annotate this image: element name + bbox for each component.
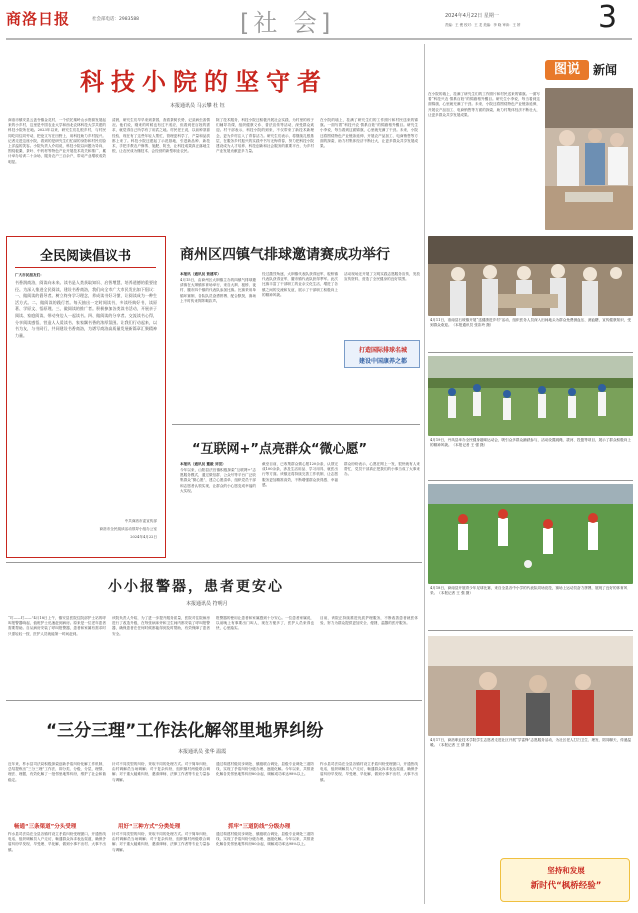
lead-col1: 商洛市镇安县云盖寺镇金花村，一个依托秦岭山水资源发展起来的小乡村，这里是中国农业大学和西北农林科技大学共建的科技小院所在地。2023年以来，研究生们扎根乡村，与村民同吃同住同劳动，把论文写在田野上，用科技助力乡村振兴。记者走进这座小院，看到的是研究生们忙碌的身影和村民们脸上洋溢的笑容。小院负责人介绍说，科技小院以问题为导向，围绕板栗、茶叶、中药材等特色产业开展技术攻关和推广，累计举办培训二十余场，服务农户三百余户，带动产业增收成效明显。 <box>8 118 106 164</box>
sanfen-col4: 通过构建村级初步调处、镇级联合调处、县级专业调处三道防线，实现了矛盾纠纷分级办理、逐级化解。今年以来，共排查化解各类邻里地界纠纷80余起，调解成功率达98%以上。 <box>216 832 314 847</box>
photo-health-service <box>545 88 633 230</box>
reading-greeting: 广大市民朋友们： <box>15 273 44 277</box>
sanfen-byline: 本报通讯员 张华 温霞 <box>178 749 227 755</box>
sanfen-col2: 柞水县司法局在全县各镇村设立矛盾纠纷受理窗口，开通热线电话，组织调解员入户走访，畅通群众诉求表达渠道，确保矛盾纠纷早发现、早受理、早化解，做到小事不出村、大事不出镇。 <box>8 832 106 852</box>
sanfen-col5: 柞水县司法局在全县各镇村设立矛盾纠纷受理窗口，开通热线电话，组织调解员入户走访，畅通群众诉求表达渠道，确保矛盾纠纷早发现、早受理、早化解，做到小事不出村、大事不出镇。 <box>320 762 418 782</box>
lead-byline: 本报通讯员 马云攀 杜 钰 <box>170 103 225 109</box>
internet-title: “互联网+”点亮群众“微心愿” <box>192 442 368 457</box>
lead-col4: 在小院的墙上，挂满了研究生们的工作照片和村民送来的锦旗。一面写着“科技兴农 情系百姓”的锦旗格外醒目。研究生小李说，每当看到这面锦旗，心里就充满了干劲。未来，小院还将围绕特色产业链条延伸，开展农产品加工、电商销售等方面的探索，助力村集体经济不断壮大，让更多群众共享发展成果。 <box>320 118 418 149</box>
volleyball-banner-line2: 建设中国康养之都 <box>358 358 407 365</box>
alarm-col3: 报警器的使用让患者和家属感到十分安心。一位患者家属说，以前晚上有事要出门叫人，现在方便多了，医护人员来得也快，心里踏实。 <box>216 616 314 631</box>
photo-volunteer-service <box>428 636 633 736</box>
sanfen-subhead-2: 用好“三种方式”分类处理 <box>118 824 181 830</box>
sanfen-col1: 近年来，柞水县司法局积极探索创新矛盾纠纷化解工作机制，总结提炼出“三分三理”工作法，即分类、分级、分层，理情、理法、理据，有效化解了一批邻里地界纠纷，维护了社会和谐稳定。 <box>8 762 106 782</box>
photo-community-event <box>428 236 633 316</box>
sanfen-story <box>0 704 424 909</box>
tuwen-header <box>545 58 635 84</box>
masthead <box>0 0 638 40</box>
volleyball-col2: 经过激烈角逐，大荆镇代表队获得冠军，板桥镇代表队获得亚军，腰市镇代表队获得季军。此次比赛丰富了干部职工的业余文化生活，增进了各镇之间的交流和友谊，展示了干部职工积极向上的精神风貌。 <box>262 272 338 297</box>
sanfen-col3b: 通过构建村级初步调处、镇级联合调处、县级专业调处三道防线，实现了矛盾纠纷分级办理、逐级化解。今年以来，共排查化解各类邻里地界纠纷80余起，调解成功率达98%以上。 <box>216 762 314 777</box>
right-divider-3 <box>428 630 633 631</box>
volleyball-col1: 4月15日，由商州区大荆镇主办的四镇气排球邀请赛在大荆镇体育场举行，来自大荆、板桥、夜村、腰市四个镇的代表队参加比赛。比赛采用单循环赛制，各队队员奋勇拼搏、配合默契，赛场上不时传来阵阵喝彩声。 <box>180 278 256 303</box>
paper-subline: 社会部电话：2983588 <box>92 17 140 22</box>
reading-signature-date: 2024年4月22日 <box>130 535 157 539</box>
sanfen-subhead-1: 畅通“三条渠道”分头受理 <box>14 824 77 830</box>
right-divider-1 <box>428 352 633 353</box>
reading-initiative-box <box>6 236 166 558</box>
lead-col3: 除了技术服务，科技小院还积极开展社会实践，为村里的孩子们辅导功课，组织健康义诊、普法宣传等活动，深受群众欢迎。村干部表示，科技小院的到来，不仅带来了新技术新理念，更为乡村注入了青春活力。研究生们表示，将继续扎根基层，在服务乡村振兴的实践中书写无悔青春，努力把科技小院建设成为人才培养、科技创新和社会服务的重要平台，为乡村产业发展贡献更多力量。 <box>216 118 314 154</box>
sanfen-title: “三分三理”工作法化解邻里地界纠纷 <box>46 721 324 741</box>
right-column-divider <box>424 44 425 904</box>
right-divider-2 <box>428 480 633 481</box>
mid-divider-2 <box>6 562 422 563</box>
tuwen-label: 图说 <box>545 60 589 80</box>
sanfen-col3: 针对不同类型的纠纷，采取不同的处理方式。对于简单纠纷，由村调解员当场调解；对于复杂纠纷，组织镇村两级联合调解；对于重大疑难纠纷，邀请律师、法律工作者等专业力量参与调解。 <box>112 832 210 852</box>
editors-line: 责编：王 俊 校对：王 龙 美编：李 晓 审读：王 婷 <box>445 23 521 27</box>
photo-sports-games <box>428 356 633 436</box>
reading-signature-1: 中共商洛市委宣传部 <box>124 519 157 523</box>
page-number: 3 <box>598 0 618 35</box>
photo-caption-2: 4月19日，丹凤县举办全民健身趣味运动会，吸引众多群众踊跃参与，活动设置跳绳、拔河、投篮等项目，展示了群众积极向上的精神风貌。（本报记者 王 强 摄） <box>430 438 631 447</box>
photo-caption-3: 4月18日，商南县开展青少年足球比赛，来自全县各中小学的代表队同场竞技，赛场上运动员奋力拼搏，展现了良好的体育风采。（本报记者 王 强 摄） <box>430 586 628 595</box>
lead-continuation: 在小院的墙上，挂满了研究生们的工作照片和村民送来的锦旗。一面写着“科技兴农 情系百姓”的锦旗格外醒目。研究生小李说，每当看到这面锦旗，心里就充满了干劲。未来，小院还将围绕特色产业链条延伸，开展农产品加工、电商销售等方面的探索，助力村集体经济不断壮大，让更多群众共享发展成果。 <box>428 92 540 117</box>
alarm-col4: 目前，该院正持续推进优质护理服务，不断改善患者就医体验，努力为群众提供更加安全、便捷、温馨的医疗服务。 <box>320 616 418 626</box>
paper-name: 商洛日报 <box>6 10 71 28</box>
alarm-col1: “叮——叮——”4月18日上午，镇安县医院住院部护士站的呼叫报警器响起，值班护士迅速赶到病房。原来是一位老年患者需要帮助。自从病房安装了呼叫报警器，患者和家属有需求时只需轻轻一按，医护人员就能第一时间赶到。 <box>8 616 106 636</box>
internet-story <box>170 428 422 556</box>
section-title: [社 会] <box>240 9 335 37</box>
photo-caption-1: 4月11日，洛南县石坡镇开展“送健康进乡村”活动，组织医务人员深入田间地头为群众免费测血压、测血糖，宣传健康知识，受到群众欢迎。（本报通讯员 张彩玲 摄） <box>430 318 631 327</box>
mid-divider-1 <box>172 424 420 425</box>
photo-football-match <box>428 484 633 584</box>
alarm-title: 小小报警器，患者更安心 <box>108 579 284 595</box>
sanfen-subhead-3: 抓牢“三道防线”分级办理 <box>228 824 291 830</box>
internet-col1: 今年以来，山阳县法官镇积极探索“互联网+”志愿服务模式，通过微信群、公众号等平台广泛收集群众“微心愿”，建立心愿清单，组织党员干部和志愿者认领实现，让群众的小心愿变成幸福的大实现。 <box>180 468 256 493</box>
lead-title: 科技小院的坚守者 <box>80 67 328 96</box>
alarm-byline: 本报通讯员 符明月 <box>186 601 228 607</box>
reading-body: 书香润商洛，阅读向未来。读书是人类获取知识、启智增慧、培养道德的重要途径。为深入推进全民阅读，建设书香商洛，我们向全市广大市民发出如下倡议：一、做阅读的倡导者。树立终身学习理念，养成读书好习惯，让阅读成为一种生活方式。二、做阅读的践行者。每天抽出一定时间读书，多读经典好书，读原著、学原文、悟原理。三、做阅读的推广者。积极参加各类读书活动，开展亲子阅读、家庭阅读，带动身边人一起读书。四、做阅读的分享者。交流读书心得，分享阅读感悟，营造人人爱读书、家家飘书香的浓厚氛围。让我们行动起来，以书为友，与书同行，共同建设书香商洛，为谱写商洛高质量发展新篇章汇聚精神力量。 <box>15 280 157 338</box>
volleyball-story <box>170 236 422 422</box>
reading-title: 全民阅读倡议书 <box>39 249 131 264</box>
masthead-rule <box>6 38 632 40</box>
alarm-story <box>0 566 424 696</box>
mid-divider-3 <box>6 700 422 701</box>
right-column-top-text <box>428 92 540 232</box>
volleyball-banner <box>344 340 420 368</box>
volleyball-banner-line1: 打造国际排球名城 <box>358 347 407 354</box>
volleyball-byline: 本报讯（通讯员 贾建军） <box>180 272 221 276</box>
volleyball-col3: 活动现场还开展了文明实践志愿服务宣传，发放宣传资料，营造了全民健身的良好氛围。 <box>344 272 420 282</box>
internet-col3: 群众纷纷表示，心愿在网上一发，很快就有人来帮忙，党员干部真正把我们的小事当成了大事来办。 <box>344 462 420 477</box>
reading-signature-2: 商洛市全民阅读活动领导小组办公室 <box>99 527 157 531</box>
fengqiao-banner <box>500 858 630 902</box>
reading-title-rule <box>15 267 156 268</box>
fengqiao-banner-line1: 坚持和发展 <box>547 866 585 875</box>
internet-col2: 截至目前，已收集群众微心愿120余条，认领完成100余条，涉及生活用品、学习用具、就医出行等方面。该镇还将持续完善工作机制，让志愿服务更加精准高效，不断增强群众获得感、幸福感。 <box>262 462 338 487</box>
issue-date: 2024年4月22日 星期一 <box>445 13 499 19</box>
volleyball-title: 商州区四镇气排球邀请赛成功举行 <box>180 247 390 263</box>
fengqiao-banner-line2: 新时代“枫桥经验” <box>530 881 602 891</box>
alarm-col2: 该院负责人介绍，为了进一步提升服务质量，医院对住院病房进行了改造升级，在每张病床旁和卫生间内都安装了呼叫报警器，确保患者在任何时候都能得到及时帮助，有效保障了患者安全。 <box>112 616 210 636</box>
internet-byline: 本报讯（通讯员 董毅 刘世） <box>180 462 226 466</box>
lead-col2: 清晨，研究生们早早来到茶园，查看茶树长势，记录病虫害情况。他们说，刚来的时候也有过不适应，但看到老百姓的需求，就觉得自己所学有了用武之地。村民老王说，以前种茶靠经验，现在有了这些年轻人帮忙，管理更科学了，产量和品质都上来了。科技小院还建起了示范基地，引进新品种、新技术，手把手教农户修剪、施肥、防虫，让科技成果真正落地生根，让农民成为懂技术、会经营的新型职业农民。 <box>112 118 210 154</box>
sanfen-col2b: 针对不同类型的纠纷，采取不同的处理方式。对于简单纠纷，由村调解员当场调解；对于复杂纠纷，组织镇村两级联合调解；对于重大疑难纠纷，邀请律师、法律工作者等专业力量参与调解。 <box>112 762 210 782</box>
tuwen-label-2: 新闻 <box>593 63 618 77</box>
photo-caption-4: 4月17日，商洛职业技术学院学生志愿者走进社区开展“学雷锋”志愿服务活动，为社区老人打扫卫生、理发、陪同聊天，传递温暖。（本报记者 王 倩 摄） <box>430 738 631 747</box>
lead-story <box>0 44 420 234</box>
